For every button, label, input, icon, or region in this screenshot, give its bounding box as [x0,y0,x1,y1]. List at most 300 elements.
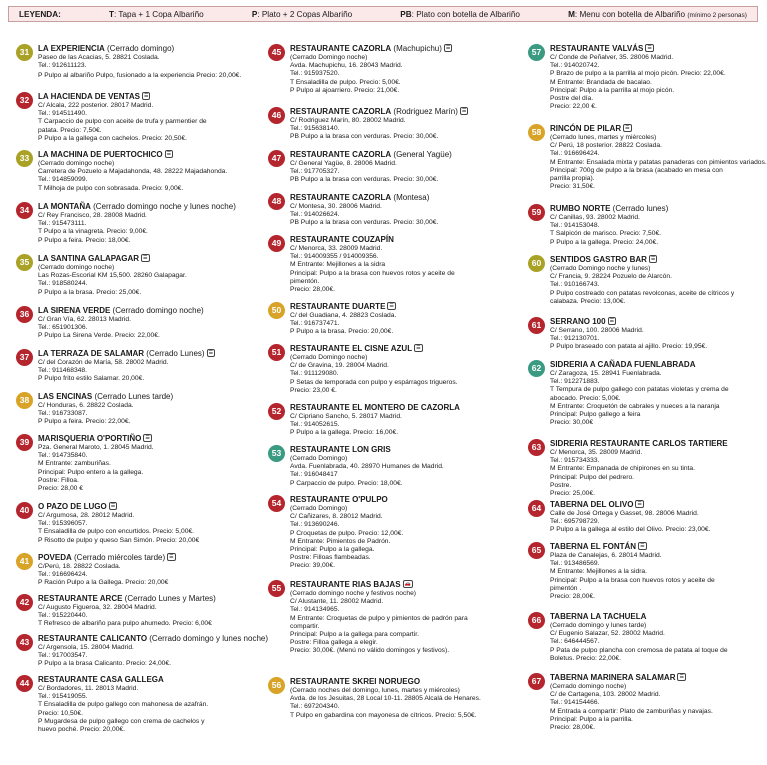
restaurant-closing-note: (Rodriguez Marín) [391,107,458,116]
restaurant-entry [528,124,766,191]
entry-detail-line: Tel.: 912130701. [550,335,600,343]
restaurant-name-row [550,204,766,214]
entry-detail-line: Tel.: 914020742. [550,62,600,70]
entry-detail-line: Tel.: 915220440. [38,612,88,620]
restaurant-name: RESTAURANTE SKREI NORUEGO [290,677,421,686]
entry-detail-line: T Tempura de pulpo gallego con patatas violetas y crema de [550,386,729,394]
entry-detail-line: (Cerrado noches del domingo, lunes, martes y miércoles) [290,687,460,694]
restaurant-entry [528,500,766,535]
entry-detail-line: Tel.: 914153048. [550,222,600,230]
entry-detail-line: P Croquetas de pulpo. Precio: 12,00€. [290,529,404,537]
entry-detail-line: Plaza de Canalejas, 6. 28014 Madrid. [550,552,662,559]
entry-detail-line: huevo poché. Precio: 20,00€. [38,726,125,734]
entry-body [38,634,268,669]
restaurant-closing-note: (Cerrado domingo) [104,44,175,53]
entry-number-badge: 47 [268,150,285,167]
entry-number-badge: 51 [268,344,285,361]
entry-number-badge: 52 [268,403,285,420]
entry-detail-line: PB Pulpo a la brasa con verduras. Precio: 30,00€. [290,176,439,184]
entry-detail-line: Postre: Filloa. [38,476,79,484]
restaurant-entry [268,235,506,294]
entry-body [550,542,766,601]
entry-body [290,580,506,656]
restaurant-name: RESTAURANTE COUZAPÍN [290,235,394,244]
entry-detail-line: Precio: 22,00 €. [550,103,597,111]
restaurant-name-row [550,500,766,510]
entry-detail-line: Precio: 23,00 €. [290,386,337,394]
menu-icon: ☰ [640,543,645,549]
restaurant-name-row [38,202,254,212]
restaurant-name: RUMBO NORTE [550,204,611,213]
entry-number-badge: 64 [528,500,545,517]
entry-detail-line: Precio: 30,00€. (Menú no válido domingos y festivos). [290,647,450,655]
entry-detail-line: Tel.: 916733087. [38,410,88,418]
entry-detail-line: Postre: Filloa gallega a elegir. [290,639,378,647]
entry-detail-line: C/ Menorca, 35. 28009 Madrid. [550,449,643,456]
restaurant-name: RESTAURANTE CAZORLA [290,150,392,159]
entry-body [38,202,254,245]
entry-number-badge: 46 [268,107,285,124]
restaurant-name: TABERNA DEL OLIVO [550,500,634,509]
entry-detail-line: C/ del Corazón de María, 58. 28002 Madrid. [38,359,169,366]
restaurant-name: LA TERRAZA DE SALAMAR [38,349,145,358]
entry-detail-line: Tel.: 651901306. [38,324,88,332]
entry-detail-line: parrilla propia). [550,175,595,183]
restaurant-name: LA SIRENA VERDE [38,306,111,315]
entry-number-badge: 49 [268,235,285,252]
entry-detail-line: Principal: Pulpo a la gallega para compartir. [290,631,419,639]
legend-key: PB [400,9,412,19]
restaurant-name-row [550,673,766,683]
entry-detail-line: (Cerrado Domingo noche) [290,354,368,361]
menu-icon: ☰ [637,501,642,507]
restaurant-closing-note: (Cerrado domingo noche) [110,306,204,315]
entry-detail-line: Tel.: 911129080. [290,370,339,378]
restaurant-entry [268,44,506,95]
restaurant-name-row [290,235,506,245]
restaurant-name: RESTAURANTE ARCE [38,594,123,603]
entry-body [290,495,506,571]
restaurant-entry [268,445,506,488]
restaurant-entry [268,302,506,337]
restaurant-entry [528,673,766,732]
restaurant-name: RESTAURANTE CAZORLA [290,44,392,53]
entry-detail-line: Tel.: 915638140. [290,125,340,133]
entry-detail-line: Principal: Pulpo a la brasa con huevos rotos y aceite de [290,269,455,277]
restaurant-name: LAS ENCINAS [38,392,93,401]
entry-detail-line: Avda. Fuenlabrada, 40. 28970 Humanes de Madrid. [290,463,444,471]
restaurant-closing-note: (Cerrado domingo noche y lunes noche) [90,202,236,211]
entry-number-badge: 31 [16,44,33,61]
entry-number-badge: 43 [16,634,33,651]
entry-body [290,107,506,142]
entry-body [38,44,254,81]
entry-detail-line: Tel.: 917003547. [38,652,88,660]
entry-detail-line: Las Rozas-Escorial KM 15,500. 28260 Galapagar. [38,272,187,280]
restaurant-name-row [290,445,506,455]
entry-detail-line: abocado. Precio: 5,00€. [550,394,621,402]
entry-detail-line: C/ Canillas, 93. 28002 Madrid. [550,214,640,221]
menu-icon: ☰ [679,674,684,680]
entry-detail-line: M Entrante: Brandada de bacalao. [550,78,652,86]
entry-detail-line: P Pulpo a la gallega con cachelos. Precio: 20,50€. [38,134,187,142]
legend-title: LEYENDA: [19,9,61,19]
entry-detail-line: T Ensaladilla de pulpo. Precio: 5,00€. [290,78,401,86]
entry-detail-line: Calle de José Ortega y Gasset, 98. 28006 Madrid. [550,510,699,517]
entry-body [550,44,766,111]
restaurant-name-row [290,150,506,160]
entry-detail-line: M Entrante: Croquetas de pulpo y pimientos de padrón para [290,614,468,622]
entry-detail-line: patata. Precio: 7,50€. [38,126,102,134]
entry-detail-line: Postre del día. [550,95,594,103]
entry-detail-line: T Salpicón de marisco. Precio: 7,50€. [550,230,662,238]
restaurant-entry [16,92,254,143]
entry-number-badge: 54 [268,495,285,512]
entry-number-badge: 66 [528,612,545,629]
legend-key: M [568,9,575,19]
entry-detail-line: (Cerrado domingo noche) [550,683,627,690]
entry-detail-line: Boletus. Precio: 22,00€. [550,654,622,662]
legend-text: : Menu con botella de Albariño [574,9,686,19]
restaurant-entry [16,553,254,588]
restaurant-name: O PAZO DE LUGO [38,502,107,511]
entry-body [550,612,766,663]
entry-detail-line: P Pulpo a la brasa. Precio: 20,00€. [290,328,394,336]
entry-detail-line: Tel.: 914735840. [38,452,88,460]
entry-detail-line: P Pulpo a feira. Precio: 18,00€. [38,236,131,244]
entry-detail-line: C/ Cipriano Sancho, 5. 28017 Madrid. [290,413,402,420]
restaurant-name-row [550,124,766,134]
entry-body [38,150,254,193]
entry-body [38,434,254,493]
legend-text: : Plato con botella de Albariño [411,9,520,19]
entry-number-badge: 50 [268,302,285,319]
entry-detail-line: C/ Perú, 18 posterior. 28822 Coslada. [550,142,662,150]
entry-body [38,306,254,341]
entry-detail-line: C/ Rodriguez Marín, 80. 28002 Madrid. [290,117,406,124]
entry-detail-line: Tel.: 914009355 / 914009356. [290,253,379,261]
restaurant-entry [16,392,254,427]
entry-number-badge: 38 [16,392,33,409]
entry-detail-line: Principal: Pulpo a la gallega. [290,546,375,554]
restaurant-name: RESTAURANTE CAZORLA [290,107,392,116]
restaurant-entry [16,254,254,297]
entry-detail-line: C/ Montesa, 30. 28006 Madrid. [290,203,382,210]
legend-text: : Tapa + 1 Copa Albariño [113,9,204,19]
entry-number-badge: 63 [528,439,545,456]
entry-detail-line: C/ Conde de Peñalver, 35. 28006 Madrid. [550,54,674,61]
entry-detail-line: Precio: 28,00€. [290,286,335,294]
restaurant-name-row [38,349,254,359]
restaurant-closing-note: (Cerrado lunes) [610,204,669,213]
entry-detail-line: compartir. [290,622,320,630]
entry-number-badge: 34 [16,202,33,219]
entry-number-badge: 32 [16,92,33,109]
restaurant-name: SERRANO 100 [550,317,606,326]
restaurant-name-row [38,502,254,512]
entry-detail-line: M Entrante: Pimientos de Padrón. [290,537,391,545]
restaurant-name: RESTAURANTE EL MONTERO DE CAZORLA [290,403,460,412]
menu-icon: ☰ [145,435,150,441]
restaurant-name-row [38,634,268,644]
restaurant-entry [268,580,506,656]
restaurant-name: LA SANTINA GALAPAGAR [38,254,140,263]
restaurant-name-row [550,360,766,370]
restaurant-closing-note: (Cerrado Lunes tarde) [92,392,174,401]
restaurant-name: RESTAURANTE CALICANTO [38,634,148,643]
entry-number-badge: 61 [528,317,545,334]
restaurant-closing-note: (Cerrado Lunes y Martes) [122,594,216,603]
entry-detail-line: T Refresco de albariño para pulpo ahumedo. Precio: 6,00€ [38,620,212,628]
entry-detail-line: M Entrante: Mejillones a la sidra. [550,568,648,576]
entry-detail-line: Tel.: 914511490. [38,110,87,118]
restaurant-name-row [290,107,506,117]
entry-body [550,255,766,306]
entry-number-badge: 57 [528,44,545,61]
entry-number-badge: 35 [16,254,33,271]
restaurant-entry [528,44,766,111]
entry-detail-line: pimentón . [550,584,582,592]
menu-icon: ☰ [416,345,421,351]
entry-number-badge: 56 [268,677,285,694]
entry-detail-line: PB Pulpo a la brasa con verduras. Precio: 30,00€. [290,219,439,227]
restaurant-entry [268,403,506,438]
entry-detail-line: C/ General Yagüe, 8. 28006 Madrid. [290,160,397,167]
restaurant-name-row [550,439,766,449]
legend-item [252,10,352,19]
restaurant-entry [16,675,254,734]
restaurant-name-row [38,150,254,160]
restaurant-name-row [550,612,766,622]
restaurant-name-row [290,193,506,203]
entry-detail-line: T Pulpo a la vinagreta. Precio: 9,00€. [38,228,148,236]
entry-detail-line: T Carpaccio de pulpo con aceite de trufa y parmentier de [38,118,207,126]
restaurant-name: RINCÓN DE PILAR [550,124,622,133]
restaurant-name: LA MONTAÑA [38,202,91,211]
entry-detail-line: P Pulpo costreado con patatas revolconas, aceite de cítricos y [550,289,735,297]
entry-body [38,553,254,588]
entry-detail-line: Tel.: 916737471. [290,320,340,328]
entry-detail-line: P Pulpo a la gallega. Precio: 16,00€. [290,429,399,437]
entry-detail-line: Precio: 31,50€. [550,183,595,191]
entry-detail-line: Principal: Pulpo gallego a feira [550,411,641,419]
restaurant-entry [268,193,506,228]
entry-body [290,302,506,337]
entry-detail-line: P Pulpo a la brasa. Precio: 25,00€. [38,288,142,296]
entry-detail-line: Tel.: 915419055. [38,693,88,701]
entry-detail-line: C/ Zaragoza, 15. 28941 Fuenlabrada. [550,370,662,377]
entry-detail-line: P Brazo de pulpo a la parrilla al mojo picón. Precio: 22,00€. [550,70,726,78]
entry-detail-line: Tel.: 918580244. [38,280,88,288]
restaurant-name-row [38,434,254,444]
car-icon: 🚗 [404,581,411,587]
legend-item [400,10,520,19]
entry-detail-line: P Pulpo La Sirena Verde. Precio: 22,00€. [38,332,160,340]
restaurant-name-row [290,44,506,54]
restaurant-name-row [290,677,506,687]
entry-body [550,204,766,247]
restaurant-name: SENTIDOS GASTRO BAR [550,255,647,264]
restaurant-name: LA EXPERIENCIA [38,44,105,53]
menu-icon: ☰ [208,350,214,356]
legend-key: T [108,9,114,19]
entry-detail-line: (Cerrado Domingo) [290,455,348,462]
entry-detail-line: P Ración Pulpo a la Gallega. Precio: 20,00€ [38,579,169,587]
restaurant-name: RESTAURANTE O'PULPO [290,495,388,504]
entry-detail-line: (Cerrado Domingo) [290,505,348,512]
restaurant-name-row [38,553,254,563]
entry-detail-line: C/ Alustante, 11. 28002 Madrid. [290,598,384,606]
restaurant-name-row [290,403,506,413]
restaurant-entry [528,360,766,427]
restaurant-name: TABERNA MARINERA SALAMAR [550,673,676,682]
restaurant-name: RESTAURANTE VALVÁS [550,44,644,53]
entry-detail-line: Tel.: 695798729. [550,518,600,526]
restaurant-closing-note: (Cerrado miércoles tarde) [71,553,166,562]
entry-body [550,673,766,732]
legend-text: : Plato + 2 Copas Albariño [257,9,353,19]
entry-detail-line: (Cerrado Domingo noche y lunes) [550,265,651,272]
entry-detail-line: M Entrante: Mejillones a la sidra [290,261,386,269]
entry-detail-line: Tel.: 910166743. [550,281,600,289]
legend-key: P [251,9,258,19]
menu-icon: ☰ [461,108,467,114]
entry-number-badge: 58 [528,124,545,141]
restaurant-entry [528,317,766,352]
restaurant-name-row [550,44,766,54]
restaurant-entry [16,349,254,384]
entry-detail-line: Precio: 28,00 € [38,485,83,493]
entry-body [290,445,506,488]
entry-detail-line: T Pulpo en gabardina con mayonesa de cítricos. Precio: 5,50€. [290,711,477,719]
entry-detail-line: C/ del Guadiana, 4. 28823 Coslada. [290,312,397,319]
restaurant-name: RESTAURANTE LON GRIS [290,445,391,454]
entry-detail-line: Principal: Pulpo del pedrero. [550,473,635,481]
entry-number-badge: 60 [528,255,545,272]
restaurant-name: RESTAURANTE CAZORLA [290,193,392,202]
menu-icon: ☰ [389,303,394,309]
entry-detail-line: P Pulpo a la gallega. Precio: 24,00€. [550,238,659,246]
entry-number-badge: 45 [268,44,285,61]
restaurant-name-row [290,580,506,590]
entry-number-badge: 67 [528,673,545,690]
entry-detail-line: Principal: Pulpo a la parrilla al mojo picón. [550,86,675,94]
restaurant-entry [528,439,766,498]
entry-detail-line: Principal: Pulpo a la brasa con huevos rotos y aceite de [550,576,715,584]
entry-detail-line: P Pulpo al ajoarriero. Precio: 21,00€. [290,86,400,94]
entry-detail-line: Tel.: 914859099. [38,176,88,184]
legend-item [109,10,204,19]
restaurant-name: POVEDA [38,553,72,562]
restaurant-entry [16,434,254,493]
menu-icon: ☰ [647,45,652,51]
entry-number-badge: 41 [16,553,33,570]
entry-detail-line: P Pulpo frito estilo Salamar. 20,00€. [38,375,145,383]
restaurant-entry [16,502,254,545]
restaurant-entry [16,202,254,245]
restaurant-entry [16,594,254,629]
entry-detail-line: M Entrante: Ensalada mixta y patatas panaderas con pimientos variados. [550,158,767,166]
entry-detail-line: C/ Cañizares, 8. 28012 Madrid. [290,513,383,521]
entry-detail-line: P Pulpo al albariño Pulpo, fusionado a la experiencia Precio: 20,00€. [38,72,242,80]
entry-detail-line: M Entrante: Empanada de chipirones en su tinta. [550,465,695,473]
entry-detail-line: Avda. de los Jesuitas, 28 Local 10-11. 28805 Alcalá de Henares. [290,695,481,703]
entry-body [550,124,766,191]
entry-detail-line: P Pata de pulpo plancha con cremosa de patata al toque de [550,646,728,654]
entry-detail-line: Tel.: 916696424. [550,150,600,158]
restaurant-name: RESTAURANTE DUARTE [290,302,386,311]
restaurant-name: MARISQUERIA O'PORTIÑO [38,434,142,443]
entry-detail-line: C/ Argumosa, 28. 28012 Madrid. [38,512,135,519]
entry-detail-line: P Risotto de pulpo y queso San Simón. Precio: 20,00€ [38,536,200,544]
entry-number-badge: 65 [528,542,545,559]
entry-body [38,502,254,545]
entry-detail-line: P Pulpo a la gallega al estilo del Olivo. Precio: 23,00€. [550,526,711,534]
entry-detail-line: Tel.: 914134965. [290,606,340,614]
entry-body [550,360,766,427]
entry-detail-line: Tel.: 912611123. [38,62,87,70]
entry-detail-line: (Cerrado Domingo noche) [290,54,368,61]
entry-number-badge: 42 [16,594,33,611]
restaurant-entry [16,306,254,341]
entry-detail-line: (Cerrado lunes, martes y miércoles) [550,134,657,141]
entry-number-badge: 33 [16,150,33,167]
restaurant-name: SIDRERIA A CAÑADA FUENLABRADA [550,360,696,369]
restaurant-entry [528,542,766,601]
entry-detail-line: Postre. [550,481,572,489]
entry-detail-line: Precio: 10,50€. [38,709,83,717]
restaurant-entry [16,634,268,669]
restaurant-entry [268,107,506,142]
restaurant-entry [268,150,506,185]
entry-detail-line: (Cerrado domingo noche) [38,264,115,271]
entry-detail-line: C/ Augusto Figueroa, 32. 28004 Madrid. [38,604,157,611]
restaurant-entry [268,495,506,571]
entry-number-badge: 62 [528,360,545,377]
entry-detail-line: T Milhoja de pulpo con sobrasada. Precio: 9,00€. [38,184,184,192]
entry-detail-line: P Mugardesa de pulpo gallego con crema de cachelos y [38,717,205,725]
entry-detail-line: Tel.: 915937520. [290,70,340,78]
restaurant-entry [528,204,766,247]
entry-body [290,344,506,395]
entry-detail-line: C/ Francia, 9. 28224 Pozuelo de Alarcón. [550,273,672,281]
entry-detail-line: P Pulpo a la brasa Calicanto. Precio: 24,00€. [38,660,171,668]
restaurant-name: TABERNA LA TACHUELA [550,612,647,621]
entry-body [550,317,766,352]
entry-detail-line: Precio: 39,00€. [290,562,335,570]
entry-body [290,193,506,228]
entry-detail-line: Tel.: 697204340. [290,703,340,711]
restaurant-name-row [550,317,766,327]
restaurant-name: LA HACIENDA DE VENTAS [38,92,140,101]
entry-body [290,44,506,95]
entry-detail-line: (Cerrado domingo noche) [38,160,115,167]
entry-detail-line: M Entrante: zamburiñas. [38,460,111,468]
restaurant-name-row [550,542,766,552]
entry-detail-line: C/ Argensola, 15. 28004 Madrid. [38,644,134,651]
entry-detail-line: C/ Rey Francisco, 28. 28008 Madrid. [38,212,147,219]
entry-detail-line: Pza. General Maroto, 1. 28045 Madrid. [38,444,154,451]
restaurant-name-row [290,495,506,505]
entry-detail-line: Principal: 700g de pulpo a la brasa (acabado en mesa con [550,166,723,174]
entry-number-badge: 39 [16,434,33,451]
entry-number-badge: 44 [16,675,33,692]
entry-detail-line: C/ Menorca, 33. 28009 Madrid. [290,245,383,252]
entry-detail-line: C/ de Cartagena, 103. 28002 Madrid. [550,691,661,699]
restaurant-name: SIDRERIA RESTAURANTE CARLOS TARTIERE [550,439,728,448]
restaurant-closing-note: (General Yagüe) [391,150,452,159]
entry-number-badge: 36 [16,306,33,323]
